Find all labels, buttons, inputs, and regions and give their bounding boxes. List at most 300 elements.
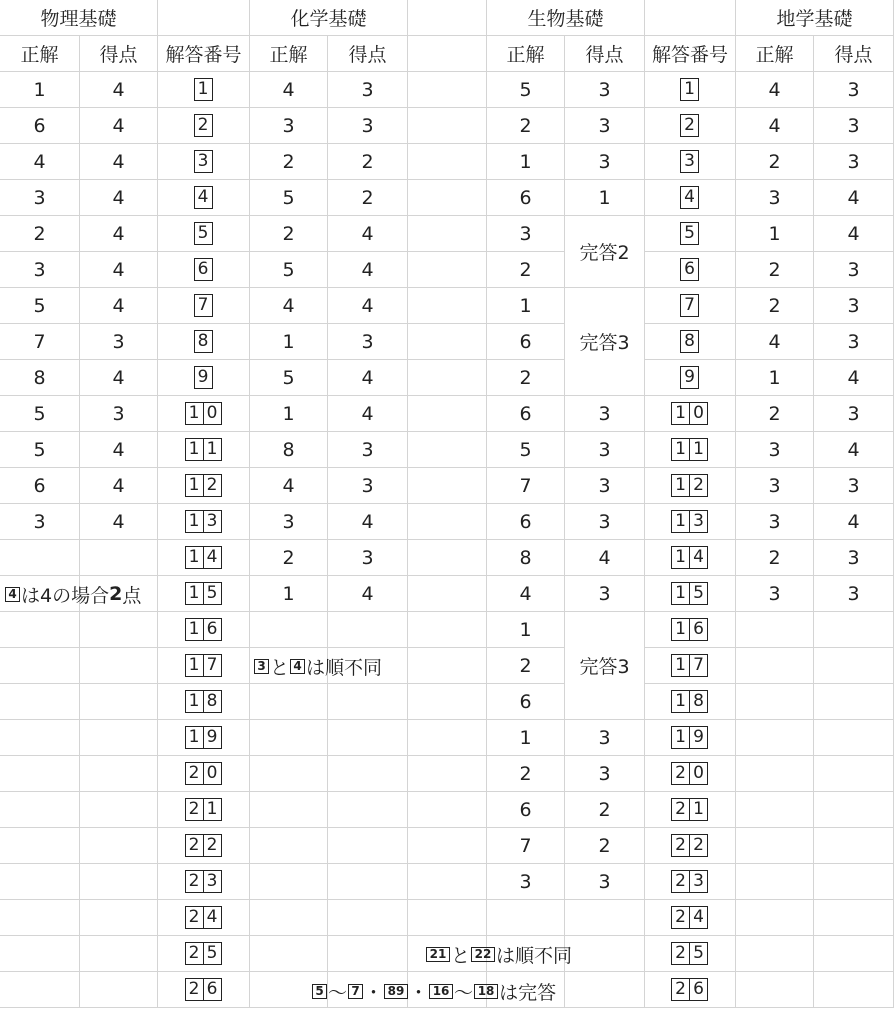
chemistry-score <box>328 936 408 972</box>
chemistry-answer: 8 <box>250 432 328 468</box>
physics-answer <box>0 792 80 828</box>
answer-number <box>645 936 736 972</box>
physics-score: 4 <box>80 504 158 540</box>
biology-note-order-text: は順不同 <box>496 944 573 967</box>
chemistry-answer: 2 <box>250 216 328 252</box>
chemistry-answer <box>250 864 328 900</box>
biology-score: 1 <box>565 180 645 216</box>
chemistry-answer <box>250 756 328 792</box>
spacer-cell <box>408 180 487 216</box>
chemistry-answer: 4 <box>250 288 328 324</box>
answer-number <box>158 756 250 792</box>
answer-number-digit: 1 <box>671 618 690 641</box>
answer-number <box>645 828 736 864</box>
earth-score <box>814 720 894 756</box>
physics-answer <box>0 684 80 720</box>
earth-answer: 4 <box>736 324 814 360</box>
physics-answer: 1 <box>0 72 80 108</box>
physics-answer: 3 <box>0 252 80 288</box>
answer-number-digit: 8 <box>680 330 699 353</box>
earth-score <box>814 936 894 972</box>
answer-number-box: 4 <box>290 659 305 674</box>
physics-score: 4 <box>80 468 158 504</box>
answer-number-digit: 1 <box>671 546 690 569</box>
earth-score: 4 <box>814 216 894 252</box>
answer-number <box>158 396 250 432</box>
answer-number-box: 16 <box>429 984 453 999</box>
biology-note-conj: と <box>451 944 471 967</box>
chemistry-answer <box>250 612 328 648</box>
answer-number-box: 18 <box>474 984 498 999</box>
biology-answer: 7 <box>487 828 565 864</box>
answer-number-digit: 4 <box>203 906 222 929</box>
answer-number-digit: 1 <box>671 690 690 713</box>
answer-number-digit: 2 <box>185 906 204 929</box>
answer-number-digit: 6 <box>689 978 708 1001</box>
earth-score <box>814 648 894 684</box>
chemistry-score <box>328 900 408 936</box>
biology-score: 3 <box>565 720 645 756</box>
column-header-answer: 正解 <box>250 36 328 72</box>
header-blank <box>408 36 487 72</box>
spacer-cell <box>408 864 487 900</box>
biology-complete-score: 完答2 <box>565 216 645 288</box>
physics-answer: 5 <box>0 288 80 324</box>
biology-score: 4 <box>565 540 645 576</box>
physics-header: 物理基礎 <box>0 0 158 36</box>
answer-number-box: 89 <box>384 984 408 999</box>
answer-number-digit: 4 <box>194 186 213 209</box>
answer-number-digit: 4 <box>689 546 708 569</box>
biology-answer: 2 <box>487 360 565 396</box>
column-header-score: 得点 <box>80 36 158 72</box>
answer-number-digit: 2 <box>203 834 222 857</box>
chemistry-score <box>328 612 408 648</box>
answer-number <box>158 252 250 288</box>
spacer-cell <box>408 468 487 504</box>
answer-number-digit: 2 <box>185 942 204 965</box>
physics-answer <box>0 540 80 576</box>
biology-score: 2 <box>565 792 645 828</box>
physics-answer <box>0 756 80 792</box>
answer-number-digit: 1 <box>185 402 204 425</box>
earth-answer <box>736 648 814 684</box>
earth-score: 4 <box>814 504 894 540</box>
chemistry-score: 3 <box>328 468 408 504</box>
earth-score: 4 <box>814 432 894 468</box>
list-separator: ・ <box>409 981 429 1004</box>
earth-answer <box>736 828 814 864</box>
answer-number-digit: 1 <box>671 438 690 461</box>
answer-number-digit: 1 <box>671 402 690 425</box>
answer-number-digit: 6 <box>203 978 222 1001</box>
earth-answer <box>736 720 814 756</box>
answer-number <box>158 972 250 1008</box>
spacer-cell <box>408 756 487 792</box>
answer-number-digit: 9 <box>680 366 699 389</box>
answer-number-digit: 1 <box>185 618 204 641</box>
biology-answer: 5 <box>487 72 565 108</box>
answer-number-digit: 1 <box>185 438 204 461</box>
answer-number <box>158 576 250 612</box>
answer-number <box>645 108 736 144</box>
earth-answer: 3 <box>736 576 814 612</box>
chemistry-note-text: は順不同 <box>306 656 383 679</box>
column-header-answer: 正解 <box>0 36 80 72</box>
answer-number-digit: 2 <box>185 870 204 893</box>
spacer-cell <box>408 72 487 108</box>
answer-number-box: 4 <box>5 587 20 602</box>
earth-score <box>814 864 894 900</box>
earth-answer: 2 <box>736 144 814 180</box>
answer-number-digit: 7 <box>689 654 708 677</box>
answer-number-box: 5 <box>312 984 327 999</box>
chemistry-score: 4 <box>328 504 408 540</box>
answer-number <box>158 540 250 576</box>
answer-number-digit: 1 <box>689 438 708 461</box>
earth-answer: 2 <box>736 540 814 576</box>
answer-number-digit: 5 <box>689 582 708 605</box>
spacer-cell <box>408 216 487 252</box>
answer-number-digit: 1 <box>671 582 690 605</box>
earth-answer <box>736 756 814 792</box>
answer-number-digit: 5 <box>203 942 222 965</box>
answer-number-digit: 1 <box>689 798 708 821</box>
physics-answer <box>0 972 80 1008</box>
earth-answer: 2 <box>736 396 814 432</box>
spacer-cell <box>408 108 487 144</box>
biology-score: 3 <box>565 396 645 432</box>
answer-number-digit: 2 <box>671 870 690 893</box>
range-separator: 〜 <box>328 981 348 1004</box>
earth-answer: 1 <box>736 216 814 252</box>
physics-score <box>80 720 158 756</box>
spacer-cell <box>408 288 487 324</box>
answer-number-digit: 1 <box>203 438 222 461</box>
earth-answer: 2 <box>736 252 814 288</box>
spacer-cell <box>408 648 487 684</box>
physics-answer <box>0 828 80 864</box>
spacer-cell <box>408 792 487 828</box>
physics-score <box>80 540 158 576</box>
answer-number <box>158 684 250 720</box>
answer-number <box>158 864 250 900</box>
biology-score: 3 <box>565 576 645 612</box>
answer-number-digit: 5 <box>194 222 213 245</box>
answer-number <box>645 180 736 216</box>
spacer-cell <box>408 360 487 396</box>
chemistry-answer <box>250 792 328 828</box>
physics-score: 4 <box>80 144 158 180</box>
chemistry-score <box>328 828 408 864</box>
spacer-cell <box>408 828 487 864</box>
earth-answer: 3 <box>736 432 814 468</box>
column-header-answer: 正解 <box>736 36 814 72</box>
chemistry-answer: 1 <box>250 576 328 612</box>
answer-number-digit: 1 <box>185 726 204 749</box>
chemistry-score: 3 <box>328 324 408 360</box>
earth-answer <box>736 864 814 900</box>
answer-number <box>158 108 250 144</box>
physics-score: 3 <box>80 324 158 360</box>
physics-score: 4 <box>80 360 158 396</box>
physics-score <box>80 792 158 828</box>
spacer-cell <box>408 144 487 180</box>
answer-number-digit: 2 <box>185 762 204 785</box>
physics-answer <box>0 900 80 936</box>
column-header-number: 解答番号 <box>645 36 736 72</box>
chemistry-answer: 5 <box>250 180 328 216</box>
earth-answer <box>736 684 814 720</box>
earth-score: 3 <box>814 252 894 288</box>
biology-answer: 6 <box>487 324 565 360</box>
biology-note-complete-text: は完答 <box>499 981 557 1004</box>
answer-number <box>645 648 736 684</box>
biology-answer: 2 <box>487 756 565 792</box>
answer-number-digit: 3 <box>203 510 222 533</box>
answer-number-digit: 6 <box>680 258 699 281</box>
answer-number-digit: 4 <box>680 186 699 209</box>
biology-answer: 6 <box>487 792 565 828</box>
answer-number-digit: 9 <box>203 726 222 749</box>
biology-answer: 1 <box>487 288 565 324</box>
biology-answer: 1 <box>487 612 565 648</box>
answer-number <box>645 216 736 252</box>
answer-number <box>158 72 250 108</box>
physics-score <box>80 648 158 684</box>
physics-answer: 5 <box>0 432 80 468</box>
biology-answer: 1 <box>487 144 565 180</box>
answer-number <box>158 900 250 936</box>
chemistry-score: 4 <box>328 252 408 288</box>
physics-score <box>80 972 158 1008</box>
answer-number <box>158 828 250 864</box>
column-header-score: 得点 <box>565 36 645 72</box>
list-separator: ・ <box>364 981 384 1004</box>
physics-answer <box>0 720 80 756</box>
earth-score <box>814 828 894 864</box>
answer-number <box>645 684 736 720</box>
spacer-cell <box>408 504 487 540</box>
earth-score <box>814 792 894 828</box>
chemistry-answer: 2 <box>250 540 328 576</box>
answer-number-digit: 2 <box>671 906 690 929</box>
answer-number-box: 3 <box>254 659 269 674</box>
answer-number <box>158 288 250 324</box>
physics-answer: 5 <box>0 396 80 432</box>
answer-number-digit: 1 <box>185 546 204 569</box>
answer-number-digit: 1 <box>680 78 699 101</box>
chemistry-header: 化学基礎 <box>250 0 408 36</box>
physics-answer: 7 <box>0 324 80 360</box>
column-header-score: 得点 <box>328 36 408 72</box>
answer-number-digit: 2 <box>689 834 708 857</box>
chemistry-answer <box>250 900 328 936</box>
range-separator: 〜 <box>454 981 474 1004</box>
chemistry-score: 4 <box>328 576 408 612</box>
answer-number <box>158 936 250 972</box>
physics-score: 4 <box>80 252 158 288</box>
answer-number-digit: 5 <box>680 222 699 245</box>
answer-number-digit: 0 <box>689 402 708 425</box>
answer-number-box: 21 <box>426 947 450 962</box>
earth-score: 3 <box>814 72 894 108</box>
biology-complete-score: 完答3 <box>565 612 645 720</box>
earth-score: 3 <box>814 108 894 144</box>
chemistry-note <box>253 655 382 677</box>
earth-score <box>814 684 894 720</box>
biology-answer: 3 <box>487 216 565 252</box>
earth-score <box>814 756 894 792</box>
answer-number-digit: 2 <box>671 762 690 785</box>
answer-number <box>645 576 736 612</box>
earth-answer <box>736 792 814 828</box>
chemistry-score: 4 <box>328 360 408 396</box>
biology-score: 3 <box>565 108 645 144</box>
biology-answer: 6 <box>487 396 565 432</box>
earth-answer: 3 <box>736 468 814 504</box>
earth-answer: 3 <box>736 180 814 216</box>
spacer-cell <box>408 900 487 936</box>
chemistry-answer: 3 <box>250 108 328 144</box>
earth-answer: 3 <box>736 504 814 540</box>
earth-answer: 2 <box>736 288 814 324</box>
spacer-cell <box>408 576 487 612</box>
chemistry-score <box>328 792 408 828</box>
biology-answer: 2 <box>487 108 565 144</box>
chemistry-score <box>328 864 408 900</box>
chemistry-score <box>328 684 408 720</box>
physics-answer: 2 <box>0 216 80 252</box>
biology-answer: 1 <box>487 720 565 756</box>
chemistry-score: 4 <box>328 216 408 252</box>
spacer-cell <box>408 540 487 576</box>
physics-score <box>80 900 158 936</box>
answer-number-digit: 7 <box>680 294 699 317</box>
answer-number <box>645 468 736 504</box>
biology-answer <box>487 900 565 936</box>
spacer-cell <box>408 252 487 288</box>
chemistry-answer: 2 <box>250 144 328 180</box>
biology-note-order <box>425 943 572 965</box>
chemistry-answer: 1 <box>250 396 328 432</box>
earth-answer <box>736 936 814 972</box>
biology-score: 3 <box>565 864 645 900</box>
answer-number <box>645 972 736 1008</box>
physics-answer: 3 <box>0 504 80 540</box>
answer-number <box>645 396 736 432</box>
answer-number <box>158 216 250 252</box>
physics-score: 4 <box>80 108 158 144</box>
answer-number-digit: 9 <box>689 726 708 749</box>
biology-answer: 2 <box>487 252 565 288</box>
biology-score: 3 <box>565 468 645 504</box>
chemistry-answer: 4 <box>250 468 328 504</box>
header-blank <box>408 0 487 36</box>
answer-number-digit: 2 <box>671 942 690 965</box>
answer-number-digit: 0 <box>203 762 222 785</box>
physics-score <box>80 864 158 900</box>
answer-number <box>645 72 736 108</box>
earth-score: 3 <box>814 540 894 576</box>
answer-number <box>645 432 736 468</box>
earth-score: 3 <box>814 468 894 504</box>
chemistry-score: 3 <box>328 432 408 468</box>
answer-number <box>645 864 736 900</box>
answer-number <box>158 648 250 684</box>
answer-number <box>645 720 736 756</box>
answer-number-digit: 2 <box>671 978 690 1001</box>
chemistry-score: 2 <box>328 144 408 180</box>
chemistry-answer: 5 <box>250 252 328 288</box>
physics-answer: 3 <box>0 180 80 216</box>
answer-number-digit: 1 <box>185 690 204 713</box>
answer-number <box>158 468 250 504</box>
spacer-cell <box>408 720 487 756</box>
header-blank <box>645 0 736 36</box>
answer-number-digit: 6 <box>194 258 213 281</box>
biology-score: 3 <box>565 756 645 792</box>
answer-number-digit: 1 <box>671 654 690 677</box>
physics-score: 4 <box>80 288 158 324</box>
biology-score: 3 <box>565 72 645 108</box>
chemistry-score: 3 <box>328 540 408 576</box>
chemistry-score: 4 <box>328 288 408 324</box>
answer-number-digit: 2 <box>194 114 213 137</box>
answer-number <box>645 900 736 936</box>
answer-number-digit: 3 <box>194 150 213 173</box>
answer-number-digit: 1 <box>194 78 213 101</box>
biology-answer: 6 <box>487 180 565 216</box>
physics-score: 3 <box>80 396 158 432</box>
spacer-cell <box>408 684 487 720</box>
physics-note-points: 2 <box>109 583 123 605</box>
physics-score: 4 <box>80 72 158 108</box>
physics-answer <box>0 864 80 900</box>
answer-number-digit: 1 <box>671 510 690 533</box>
answer-number-digit: 0 <box>203 402 222 425</box>
chemistry-answer: 1 <box>250 324 328 360</box>
physics-note-text: は4の場合 <box>21 584 110 607</box>
answer-number-digit: 3 <box>680 150 699 173</box>
biology-answer: 2 <box>487 648 565 684</box>
chemistry-answer: 5 <box>250 360 328 396</box>
physics-score <box>80 828 158 864</box>
earth-score: 3 <box>814 576 894 612</box>
spacer-cell <box>408 396 487 432</box>
earth-answer: 4 <box>736 72 814 108</box>
answer-number-digit: 7 <box>203 654 222 677</box>
physics-score <box>80 936 158 972</box>
answer-number-digit: 1 <box>671 474 690 497</box>
answer-number-digit: 4 <box>203 546 222 569</box>
physics-score <box>80 684 158 720</box>
chemistry-answer <box>250 936 328 972</box>
biology-answer: 5 <box>487 432 565 468</box>
biology-header: 生物基礎 <box>487 0 645 36</box>
answer-number-digit: 2 <box>185 834 204 857</box>
chemistry-score: 3 <box>328 72 408 108</box>
biology-answer: 8 <box>487 540 565 576</box>
answer-number-digit: 2 <box>185 978 204 1001</box>
answer-number-digit: 0 <box>689 762 708 785</box>
answer-number <box>645 792 736 828</box>
answer-number <box>158 792 250 828</box>
physics-answer: 6 <box>0 108 80 144</box>
answer-number-digit: 1 <box>185 582 204 605</box>
answer-number-digit: 8 <box>689 690 708 713</box>
answer-number-box: 22 <box>471 947 495 962</box>
